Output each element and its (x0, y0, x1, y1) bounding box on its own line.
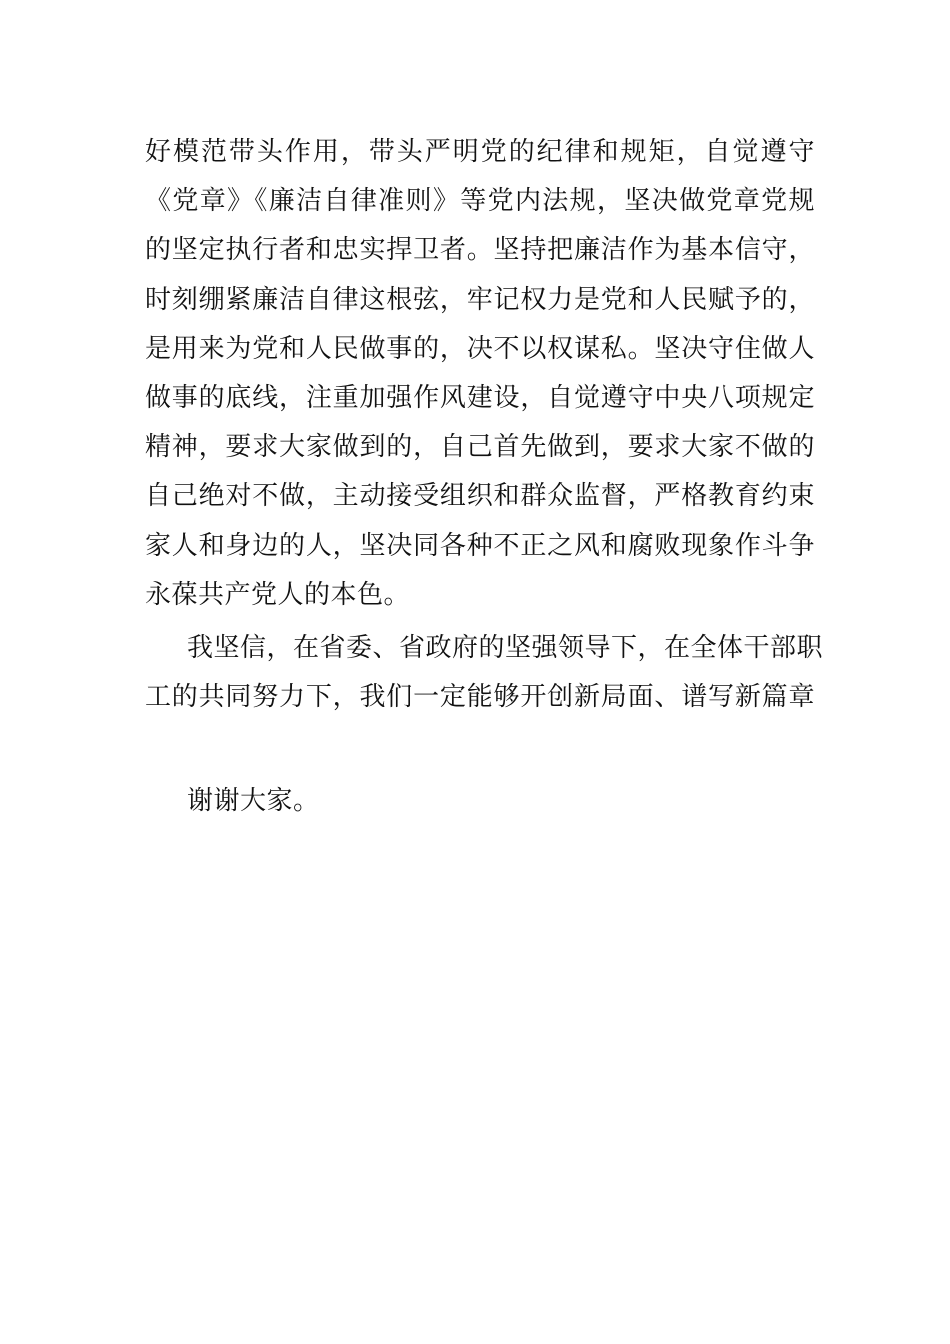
paragraph-line: 自己绝对不做，主动接受组织和群众监督，严格教育约束 (145, 481, 815, 512)
paragraph-line: 时刻绷紧廉洁自律这根弦，牢记权力是党和人民赋予的， (145, 284, 815, 315)
paragraph-line: 永葆共产党人的本色。 (145, 579, 411, 610)
paragraph-line: 做事的底线，注重加强作风建设，自觉遵守中央八项规定 (145, 382, 815, 413)
paragraph-line: 工的共同努力下，我们一定能够开创新局面、谱写新篇章 (145, 682, 815, 713)
closing-line: 谢谢大家。 (187, 786, 320, 816)
paragraph-line: 是用来为党和人民做事的，决不以权谋私。坚决守住做人 (145, 333, 815, 364)
paragraph-line: 《党章》《廉洁自律准则》等党内法规，坚决做党章党规 (145, 186, 815, 217)
paragraph-line: 我坚信，在省委、省政府的坚强领导下，在全体干部职 (187, 633, 824, 663)
paragraph-discipline (145, 128, 815, 620)
paragraph-line: 精神，要求大家做到的，自己首先做到，要求大家不做的 (145, 432, 815, 463)
paragraph-line: 好模范带头作用，带头严明党的纪律和规矩，自觉遵守 (145, 137, 815, 167)
paragraph-line: 家人和身边的人，坚决同各种不正之风和腐败现象作斗争 (145, 530, 815, 561)
paragraph-confidence (145, 624, 824, 722)
closing-remark (145, 777, 815, 826)
paragraph-line: 的坚定执行者和忠实捍卫者。坚持把廉洁作为基本信守， (145, 235, 815, 266)
